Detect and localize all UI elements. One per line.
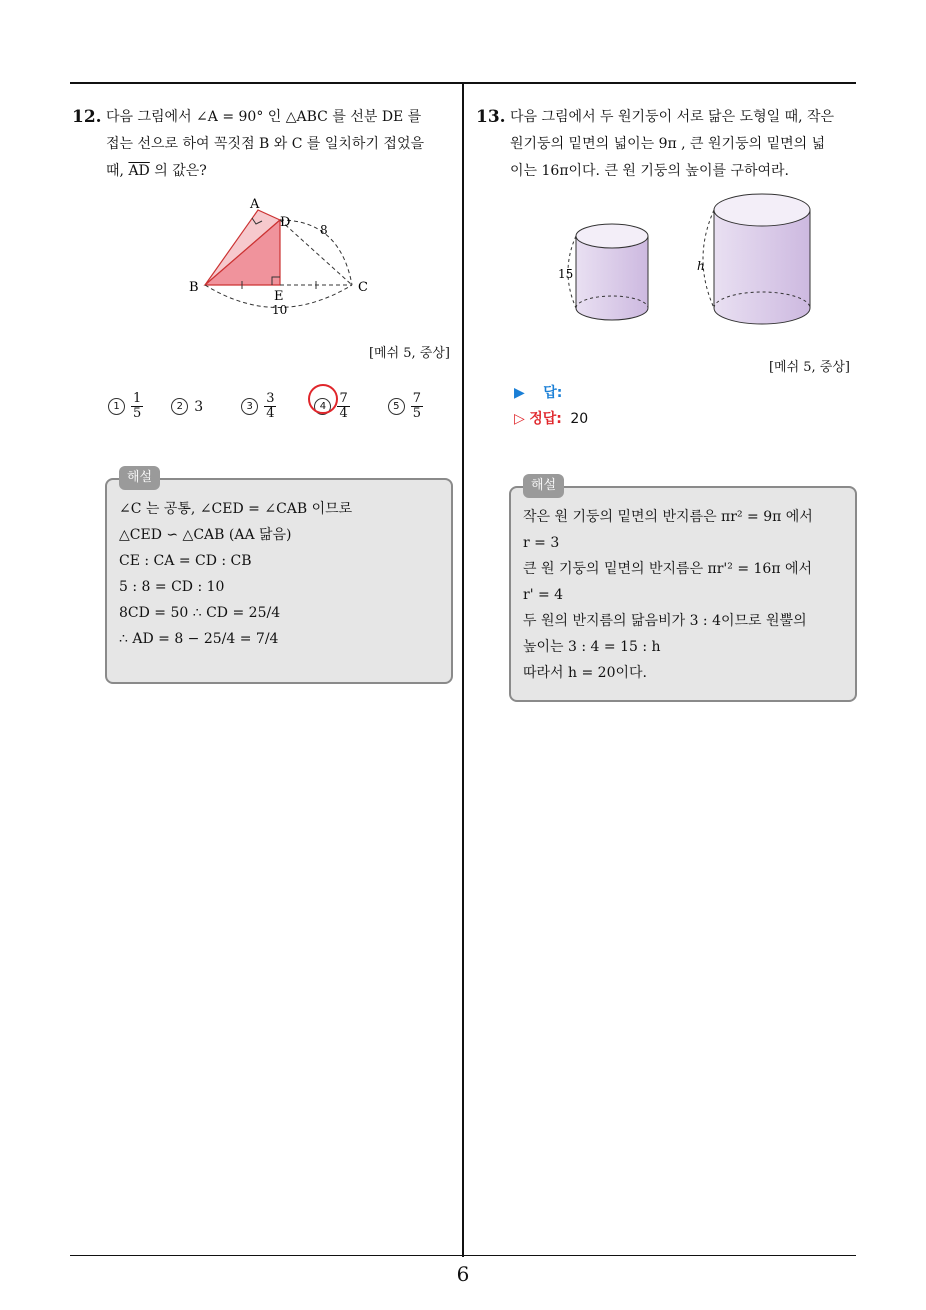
length-bc: 10 xyxy=(272,303,288,317)
question-12 xyxy=(72,104,454,185)
choice-value: 3 xyxy=(194,398,204,415)
solution-line: ∴ AD = 8 − 25/4 = 7/4 xyxy=(119,631,279,647)
label-a: A xyxy=(250,197,260,212)
label-d: D xyxy=(280,215,291,230)
page-number: 6 xyxy=(456,1262,470,1286)
fraction: $\frac{7}{4}$ xyxy=(339,391,348,421)
question-line: 다음 그림에서 ∠A = 90° 인 △ABC 를 선분 DE 를 xyxy=(106,109,422,125)
solution-line: 8CD = 50 ∴ CD = 25/4 xyxy=(119,605,281,621)
solution-line: 큰 원 기둥의 밑면의 반지름은 πr'² = 16π 에서 xyxy=(523,561,813,577)
solution-line: CE : CA = CD : CB xyxy=(119,553,252,569)
solution-line: 높이는 3 : 4 = 15 : h xyxy=(523,639,661,655)
solution-box-12 xyxy=(105,470,453,684)
choice-2[interactable] xyxy=(171,398,203,415)
choice-4-selected[interactable] xyxy=(314,392,349,421)
answer-area xyxy=(514,380,844,432)
hollow-play-icon: ▷ xyxy=(514,411,525,427)
solution-tag: 해설 xyxy=(523,474,564,498)
choice-3[interactable] xyxy=(241,392,276,421)
answer-choices xyxy=(108,392,451,421)
large-height-label: h xyxy=(697,259,705,273)
choice-number: 5 xyxy=(388,398,405,415)
question-number: 13. xyxy=(476,107,506,127)
bottom-rule xyxy=(70,1255,856,1256)
question-13 xyxy=(476,104,858,185)
question-line: 이는 16π이다. 큰 원 기둥의 높이를 구하여라. xyxy=(510,163,790,179)
choice-number: 1 xyxy=(108,398,125,415)
length-dc: 8 xyxy=(320,223,328,237)
choice-number: 4 xyxy=(314,398,331,415)
column-divider xyxy=(462,83,464,1257)
question-line: 다음 그림에서 두 원기둥이 서로 닮은 도형일 때, 작은 xyxy=(510,109,835,125)
small-height-label: 15 xyxy=(558,267,574,281)
cylinders-figure xyxy=(552,190,822,340)
solution-line: 따라서 h = 20이다. xyxy=(523,665,647,681)
choice-number: 3 xyxy=(241,398,258,415)
fraction: $\frac{1}{5}$ xyxy=(133,391,142,421)
question-line: 원기둥의 밑면의 넓이는 9π , 큰 원기둥의 밑면의 넓 xyxy=(510,136,826,152)
solution-tag: 해설 xyxy=(119,466,160,490)
label-b: B xyxy=(189,280,199,295)
answer-label: 답: xyxy=(543,385,563,401)
solution-line: ∠C 는 공통, ∠CED = ∠CAB 이므로 xyxy=(119,501,353,517)
solution-line: 두 원의 반지름의 닮음비가 3 : 4이므로 원뿔의 xyxy=(523,613,807,629)
label-e: E xyxy=(274,289,284,304)
play-icon: ▶ xyxy=(514,385,525,401)
question-text xyxy=(510,104,858,185)
choice-5[interactable] xyxy=(388,392,423,421)
solution-line: △CED ∽ △CAB (AA 닮음) xyxy=(119,527,292,543)
label-c: C xyxy=(358,280,368,295)
choice-1[interactable] xyxy=(108,392,143,421)
fraction: $\frac{7}{5}$ xyxy=(412,391,422,421)
question-line: 접는 선으로 하여 꼭짓점 B 와 C 를 일치하기 접었을 xyxy=(106,136,425,152)
source-tag: [메쉬 5, 중상] xyxy=(368,346,450,361)
solution-line: 작은 원 기둥의 밑면의 반지름은 πr² = 9π 에서 xyxy=(523,509,813,525)
question-number: 12. xyxy=(72,107,102,127)
answer-row xyxy=(514,380,844,406)
solution-line: 5 : 8 = CD : 10 xyxy=(119,579,225,595)
source-tag: [메쉬 5, 중상] xyxy=(768,360,850,375)
correct-row xyxy=(514,406,844,432)
triangle-figure xyxy=(180,190,380,320)
triangle-bde xyxy=(205,220,280,285)
solution-box-13 xyxy=(509,478,857,702)
selected-circle-icon xyxy=(308,384,338,414)
question-text xyxy=(106,104,454,185)
question-line: 때, $\overline{AD}$ 의 값은? xyxy=(106,163,207,179)
solution-line: r' = 4 xyxy=(523,587,564,603)
correct-label: 정답: xyxy=(529,411,562,427)
choice-number: 2 xyxy=(171,398,188,415)
solution-line: r = 3 xyxy=(523,535,560,551)
correct-value: 20 xyxy=(570,411,589,427)
fraction: $\frac{3}{4}$ xyxy=(266,391,275,421)
